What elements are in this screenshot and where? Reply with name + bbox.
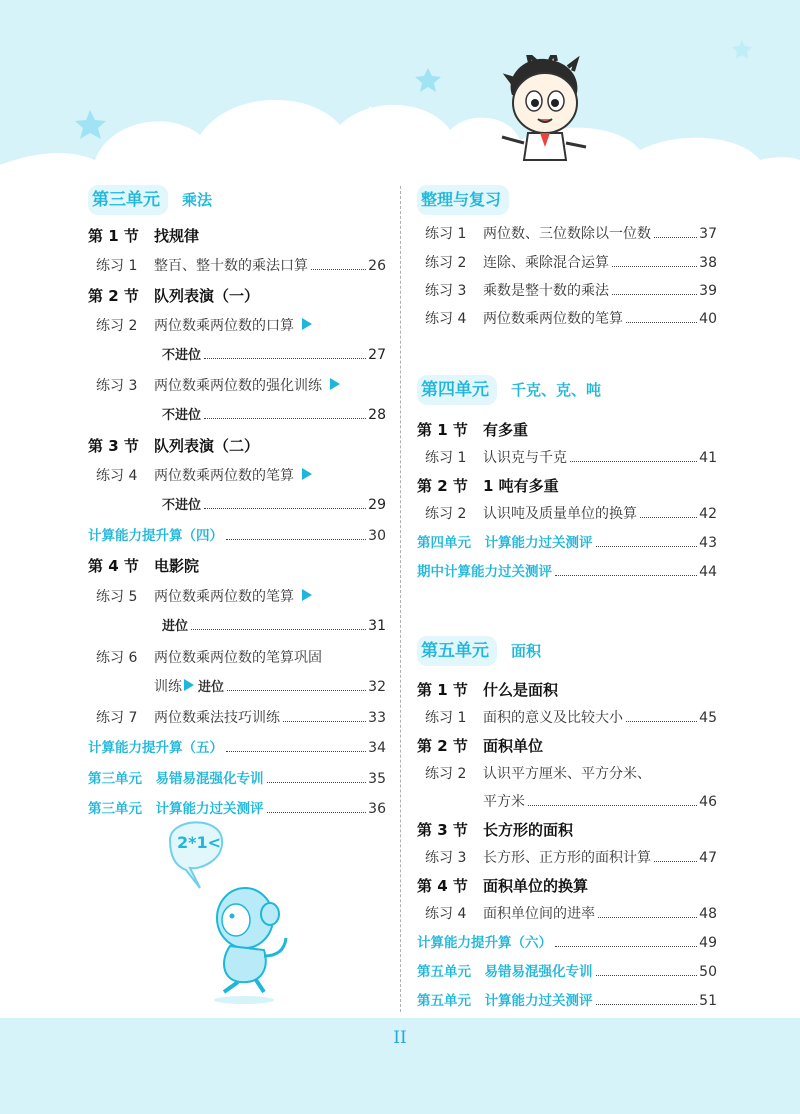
toc-entry[interactable]: 练习 3 长方形、正方形的面积计算 47 [425, 850, 717, 866]
toc-entry[interactable]: 练习 2 认识吨及质量单位的换算 42 [425, 506, 717, 522]
toc-entry-sub[interactable]: 平方米 46 [483, 794, 717, 810]
section-heading[interactable]: 第 1 节 什么是面积 [417, 681, 559, 699]
toc-special-entry[interactable]: 第三单元 计算能力过关测评 36 [88, 801, 386, 817]
page-number: II [393, 1028, 407, 1048]
section-heading[interactable]: 第 2 节 1 吨有多重 [417, 477, 559, 495]
unit-5-heading[interactable]: 第五单元 面积 [417, 636, 717, 666]
toc-special-entry[interactable]: 计算能力提升算（五） 34 [88, 740, 386, 756]
toc-entry-sub[interactable]: 不进位 27 [162, 347, 386, 363]
arrow-right-icon [330, 378, 340, 390]
toc-entry[interactable]: 练习 1 面积的意义及比较大小 45 [425, 710, 717, 726]
unit-3-heading[interactable] [88, 185, 386, 215]
toc-entry-sub[interactable]: 训练 进位 32 [154, 679, 386, 695]
toc-entry-sub[interactable]: 不进位 28 [162, 407, 386, 423]
column-divider [400, 186, 401, 1012]
toc-special-entry[interactable]: 第三单元 易错易混强化专训 35 [88, 771, 386, 787]
toc-special-entry[interactable]: 第四单元 计算能力过关测评 43 [417, 535, 717, 551]
toc-entry[interactable]: 练习 1 认识克与千克 41 [425, 450, 717, 466]
toc-special-entry[interactable]: 第五单元 计算能力过关测评 51 [417, 993, 717, 1009]
toc-special-entry[interactable]: 计算能力提升算（六） 49 [417, 935, 717, 951]
section-heading[interactable]: 第 2 节 面积单位 [417, 737, 544, 755]
toc-entry-sub[interactable]: 进位 31 [162, 618, 386, 634]
unit-4-heading[interactable]: 第四单元 千克、克、吨 [417, 375, 717, 405]
section-heading[interactable]: 第 3 节 队列表演（二） [88, 437, 260, 455]
toc-entry[interactable]: 练习 3 乘数是整十数的乘法 39 [425, 283, 717, 299]
toc-special-entry[interactable]: 第五单元 易错易混强化专训 50 [417, 964, 717, 980]
toc-entry[interactable]: 练习 3 两位数乘两位数的强化训练 [88, 374, 386, 398]
toc-entry[interactable]: 练习 2 连除、乘除混合运算 38 [425, 255, 717, 271]
bubble-text: 2*1< [177, 833, 222, 852]
toc-entry-sub[interactable]: 不进位 29 [162, 497, 386, 513]
section-heading[interactable]: 第 4 节 电影院 [88, 557, 200, 575]
toc-entry[interactable]: 练习 5 两位数乘两位数的笔算 [88, 585, 386, 609]
section-heading[interactable]: 第 1 节 找规律 [88, 227, 200, 245]
toc-entry[interactable]: 练习 4 两位数乘两位数的笔算 [88, 464, 386, 488]
section-heading[interactable]: 第 3 节 长方形的面积 [417, 821, 574, 839]
toc-entry[interactable]: 练习 2 两位数乘两位数的口算 [88, 314, 386, 338]
section-heading[interactable]: 第 2 节 队列表演（一） [88, 287, 260, 305]
arrow-right-icon [302, 318, 312, 330]
toc-special-entry[interactable]: 计算能力提升算（四） 30 [88, 528, 386, 544]
toc-special-entry[interactable]: 期中计算能力过关测评 44 [417, 564, 717, 580]
review-heading[interactable]: 整理与复习 [417, 185, 717, 215]
cartoon-monkey-illustration [160, 810, 300, 1005]
arrow-right-icon [302, 468, 312, 480]
arrow-right-icon [302, 589, 312, 601]
toc-entry[interactable]: 练习 2 认识平方厘米、平方分米、 [425, 766, 651, 782]
cartoon-boy-illustration [500, 55, 590, 175]
toc-entry[interactable]: 练习 6 两位数乘两位数的笔算巩固 [96, 650, 322, 666]
toc-entry[interactable]: 练习 7 两位数乘法技巧训练 33 [96, 710, 386, 726]
toc-entry[interactable]: 练习 1 整百、整十数的乘法口算 26 [96, 258, 386, 274]
toc-entry[interactable]: 练习 4 面积单位间的进率 48 [425, 906, 717, 922]
arrow-right-icon [184, 679, 194, 691]
unit-topic: 乘法 [182, 191, 213, 209]
sky-cloud-header [0, 0, 800, 200]
section-heading[interactable]: 第 1 节 有多重 [417, 421, 529, 439]
unit-label: 第三单元 [92, 190, 160, 210]
section-heading[interactable]: 第 4 节 面积单位的换算 [417, 877, 589, 895]
toc-entry[interactable]: 练习 4 两位数乘两位数的笔算 40 [425, 311, 717, 327]
toc-entry[interactable]: 练习 1 两位数、三位数除以一位数 37 [425, 226, 717, 242]
